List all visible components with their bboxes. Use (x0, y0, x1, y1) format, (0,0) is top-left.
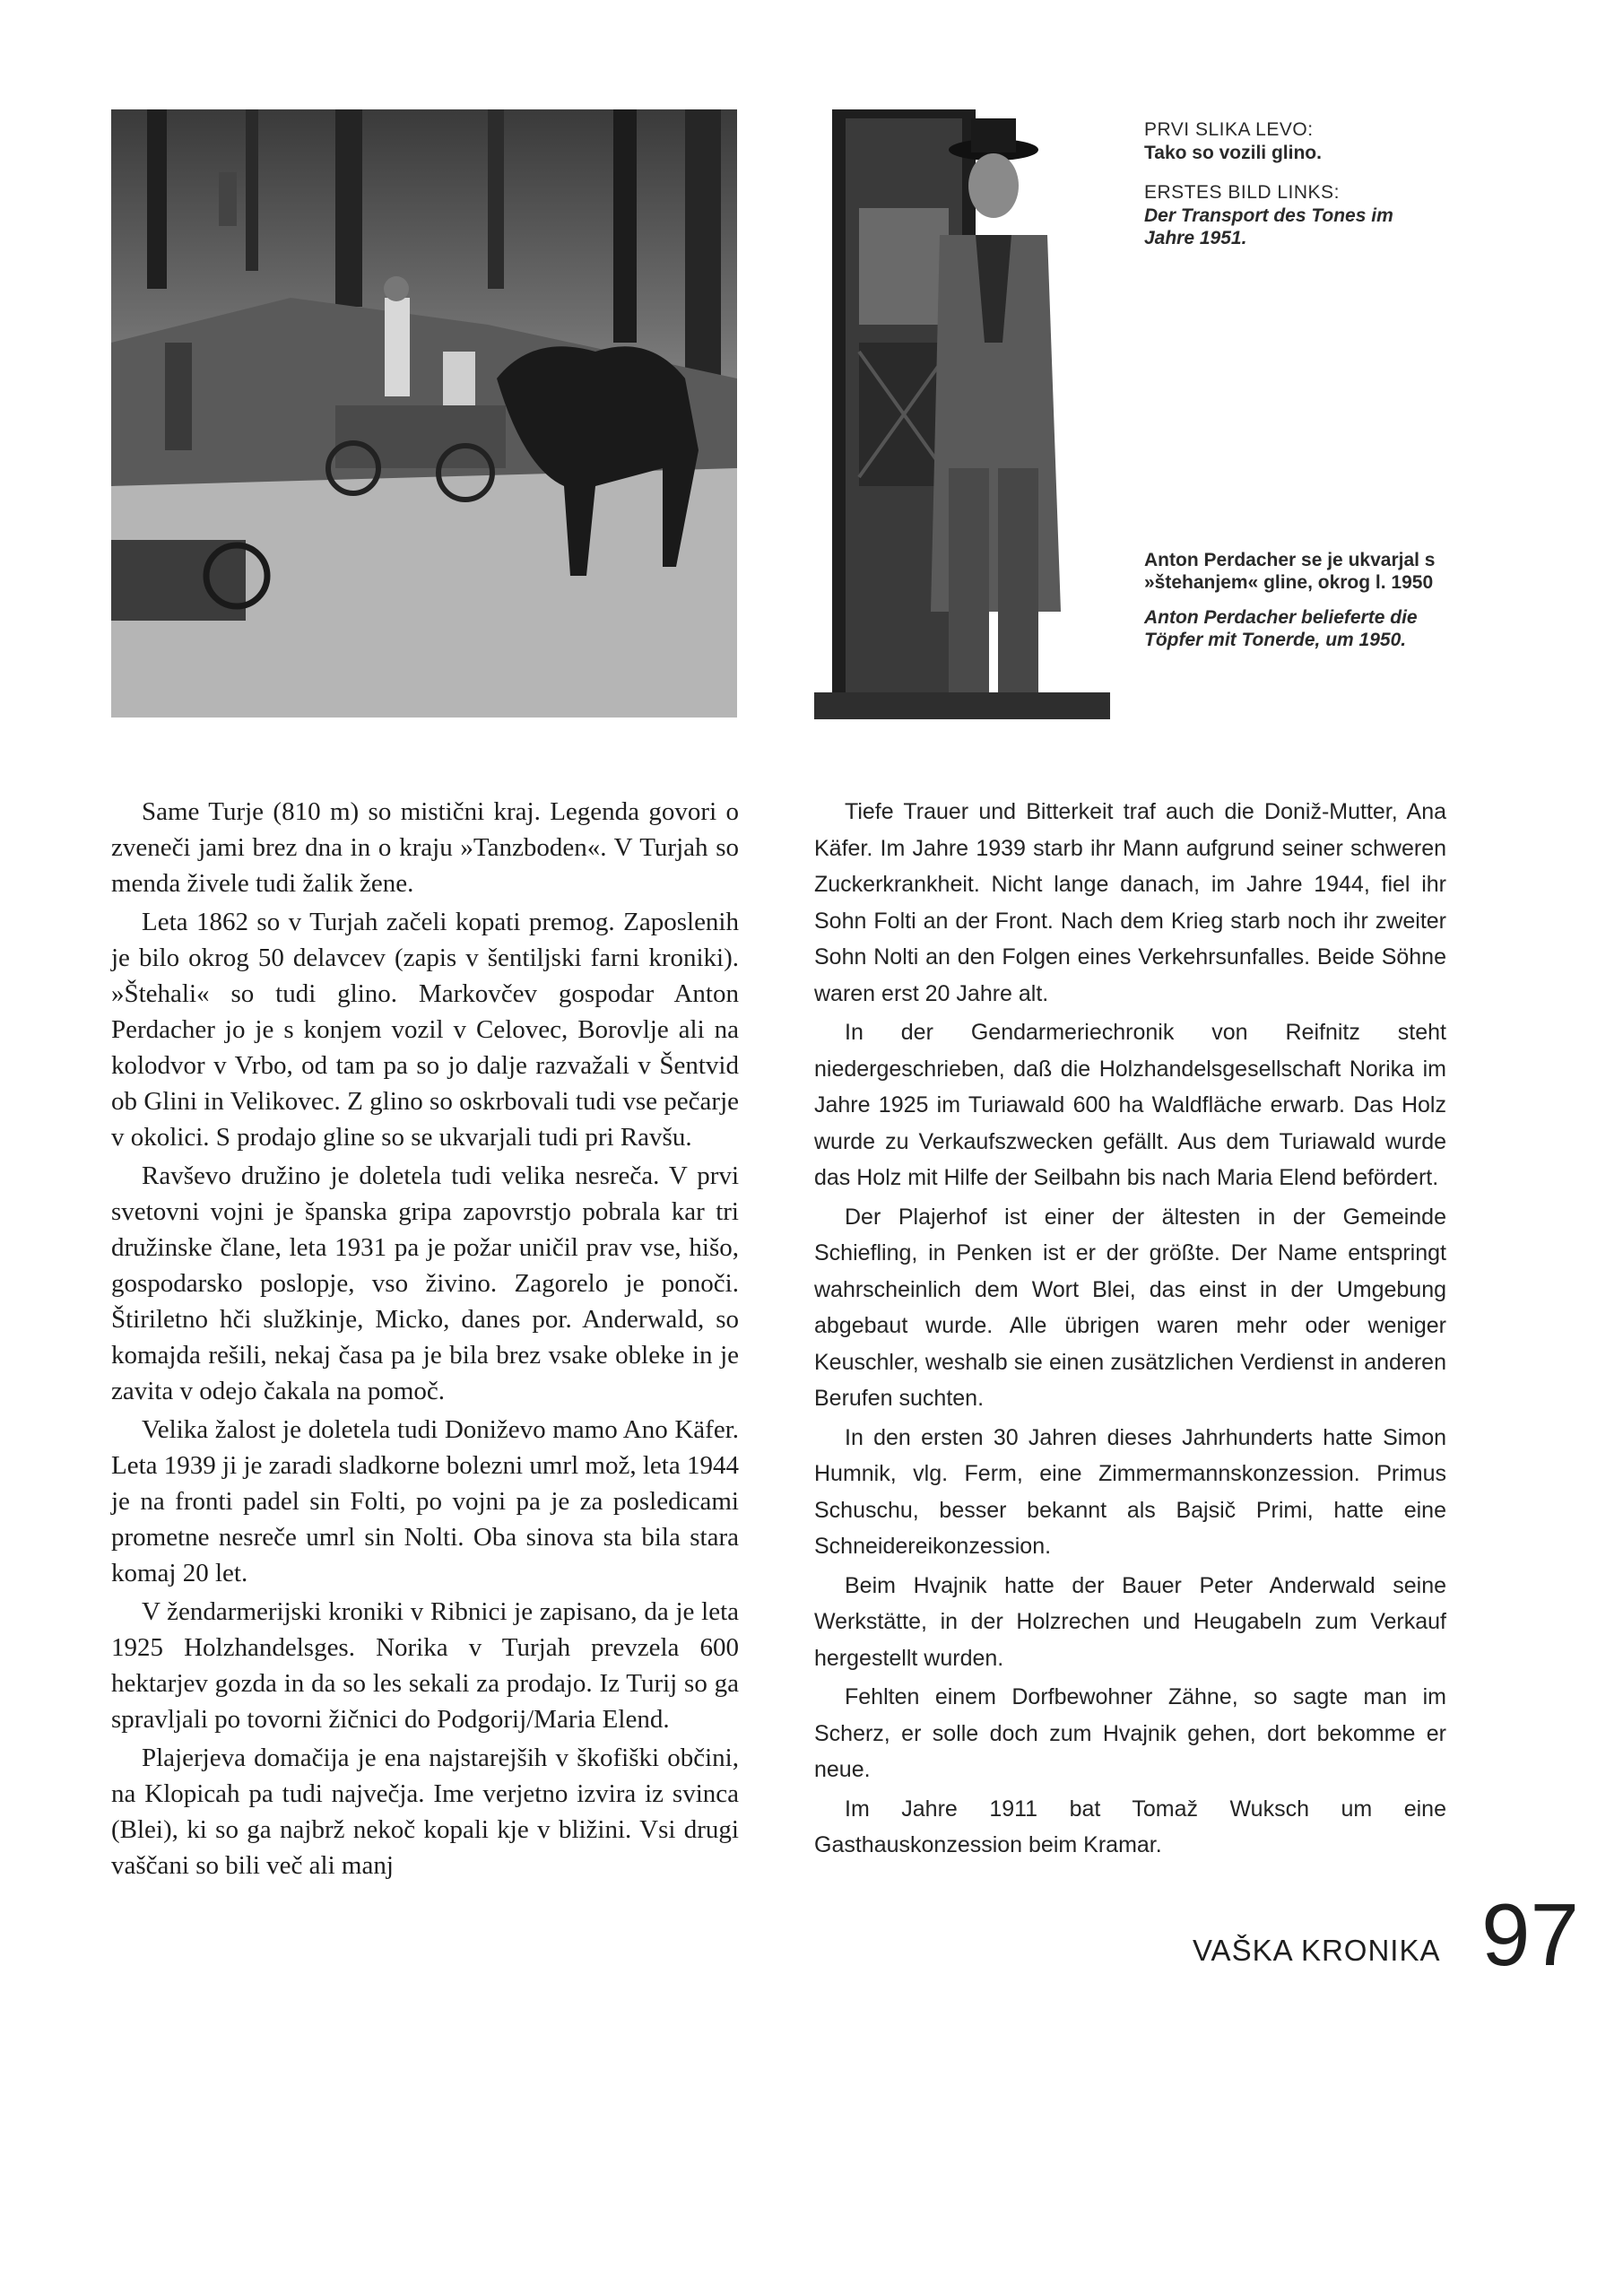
caption-slovene-text: Tako so vozili glino. (1144, 143, 1322, 163)
paragraph: Im Jahre 1911 bat Tomaž Wuksch um eine Gasthauskonzession beim Kramar. (814, 1796, 1446, 1857)
caption-german-text: Der Transport des Tones im Jahre 1951. (1144, 205, 1393, 248)
section-title: VAŠKA KRONIKA (1193, 1934, 1441, 1967)
caption-second-image (1144, 549, 1458, 651)
photo-horse-cart (111, 109, 737, 718)
paragraph: In den ersten 30 Jahren dieses Jahrhunderts hatte Simon Humnik, vlg. Ferm, eine Zimmermannskonzession. Primus Schuschu, besser bekannt als Bajsič Primi, hatte eine Schneidereikonzession. (814, 1424, 1446, 1559)
slovene-text-column (111, 794, 739, 1886)
paragraph: Tiefe Trauer und Bitterkeit traf auch die Doniž-Mutter, Ana Käfer. Im Jahre 1939 starb ihr Mann aufgrund seiner schweren Zuckerkrankheit. Nicht lange danach, im Jahre 1944, fiel ihr Sohn Folti an der Front. Nach dem Krieg starb noch ihr zweiter Sohn Nolti an den Folgen eines Verkehrsunfalles. Beide Söhne waren erst 20 Jahre alt. (814, 799, 1446, 1006)
page-number: 97 (1481, 1885, 1580, 1984)
paragraph: V žendarmerijski kroniki v Ribnici je zapisano, da je leta 1925 Holzhandelsges. Norika v Turjah prevzela 600 hektarjev gozda in da so les sekali za prodajo. Iz Turij so ga spravljali po tovorni žičnici do Podgorij/Maria Elend. (111, 1597, 739, 1734)
german-text-column (814, 794, 1446, 1866)
photo-anton-perdacher (814, 109, 1110, 719)
caption-first-image (1144, 118, 1449, 249)
paragraph: In der Gendarmeriechronik von Reifnitz steht niedergeschrieben, daß die Holzhandelsgesellschaft Norika im Jahre 1925 im Turiawald 600 ha Waldfläche erwarb. Das Holz wurde zu Verkaufszwecken gefällt. Aus dem Turiawald wurde das Holz mit Hilfe der Seilbahn bis nach Maria Elend befördert. (814, 1020, 1446, 1190)
caption-german-text: Anton Perdacher belieferte die Töpfer mit Tonerde, um 1950. (1144, 607, 1418, 650)
caption-slovene-label: PRVI SLIKA LEVO: (1144, 119, 1314, 140)
caption-german-label: ERSTES BILD LINKS: (1144, 182, 1340, 203)
paragraph: Velika žalost je doletela tudi Doniževo mamo Ano Käfer. Leta 1939 ji je zaradi sladkorne bolezni umrl mož, leta 1944 je na fronti padel sin Folti, po vojni pa je za posledicami prometne nesreče umrl sin Nolti. Oba sinova sta bila stara komaj 20 let. (111, 1415, 739, 1587)
paragraph: Beim Hvajnik hatte der Bauer Peter Anderwald seine Werkstätte, in der Holzrechen und Heugabeln zum Verkauf hergestellt wurden. (814, 1572, 1446, 1671)
paragraph: Ravševo družino je doletela tudi velika nesreča. V prvi svetovni vojni je španska gripa zapovrstjo pobrala kar tri družinske člane, leta 1931 pa je požar uničil prav vse, hišo, gospodarsko poslopje, vso živino. Zagorelo je ponoči. Štiriletno hči služkinje, Micko, danes por. Anderwald, so komajda rešili, nekaj časa pa je bila brez vsake obleke in je zavita v odejo čakala na pomoč. (111, 1161, 739, 1405)
paragraph: Same Turje (810 m) so mistični kraj. Legenda govori o zveneči jami brez dna in o kraju »Tanzboden«. V Turjah so menda živele tudi žalik žene. (111, 797, 739, 898)
paragraph: Leta 1862 so v Turjah začeli kopati premog. Zaposlenih je bilo okrog 50 delavcev (zapis v šentiljski farni kroniki). »Štehali« so tudi glino. Markovčev gospodar Anton Perdacher jo je s konjem vozil v Celovec, Borovlje ali na kolodvor v Vrbo, od tam pa so jo dalje razvažali v Šentvid ob Glini in Velikovec. Z glino so oskrbovali tudi vse pečarje v okolici. S prodajo gline so se ukvarjali tudi pri Ravšu. (111, 908, 739, 1152)
paragraph: Fehlten einem Dorfbewohner Zähne, so sagte man im Scherz, er solle doch zum Hvajnik gehen, dort bekomme er neue. (814, 1684, 1446, 1782)
caption-slovene-text: Anton Perdacher se je ukvarjal s »štehanjem« gline, okrog l. 1950 (1144, 550, 1436, 593)
anton-perdacher-photo-image (814, 109, 1110, 719)
paragraph: Plajerjeva domačija je ena najstarejših v škofiški občini, na Klopicah pa tudi največja. Ime verjetno izvira iz svinca (Blei), ki so ga najbrž nekoč kopali kje v bližini. Vsi drugi vaščani so bili več ali manj (111, 1744, 739, 1880)
paragraph: Der Plajerhof ist einer der ältesten in der Gemeinde Schiefling, in Penken ist er der größte. Der Name entspringt wahrscheinlich dem Wort Blei, das einst in der Umgebung abgebaut wurde. Alle übrigen waren mehr oder weniger Keuschler, weshalb sie einen zusätzlichen Verdienst in anderen Berufen suchten. (814, 1204, 1446, 1411)
horse-cart-photo-image (111, 109, 737, 718)
